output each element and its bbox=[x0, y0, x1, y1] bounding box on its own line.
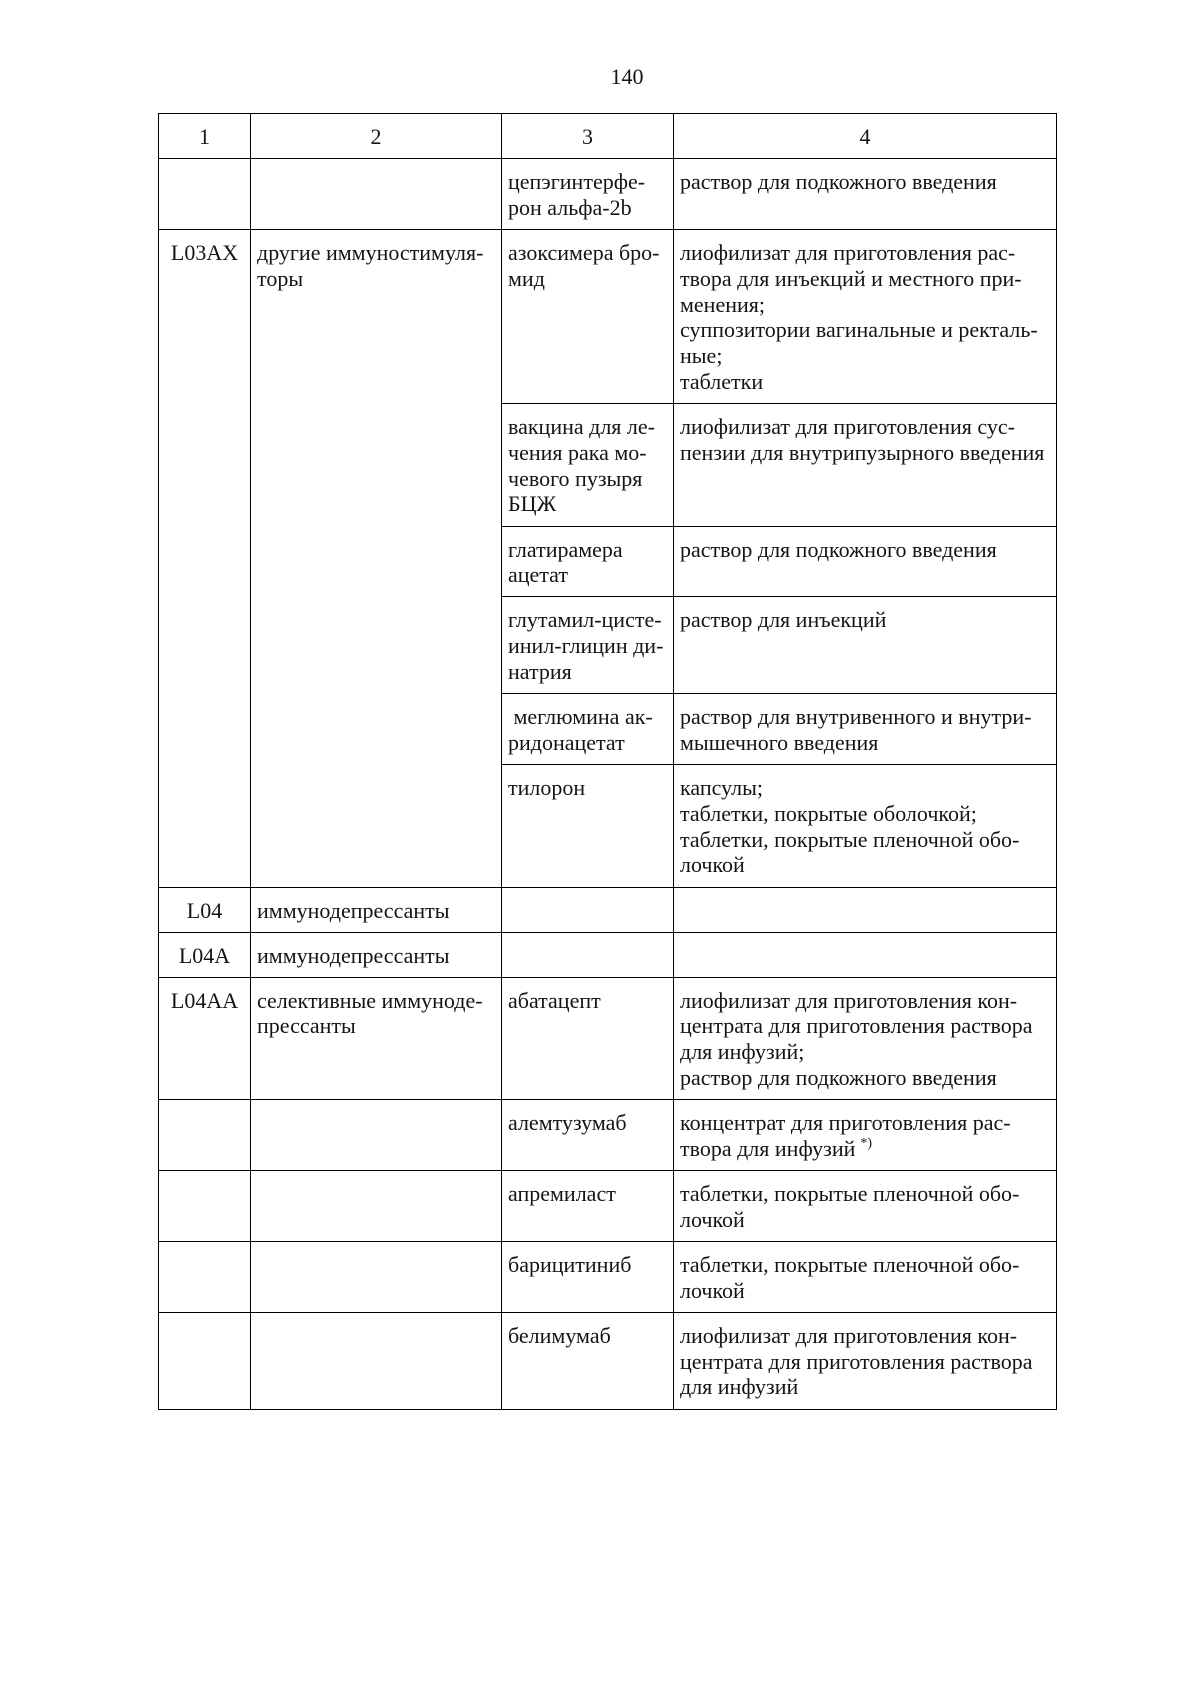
empty-cell bbox=[159, 1100, 251, 1171]
table-row bbox=[159, 887, 1057, 932]
empty-cell bbox=[674, 932, 1057, 977]
header-row bbox=[159, 114, 1057, 159]
table-row bbox=[159, 1171, 1057, 1242]
table-row bbox=[159, 159, 1057, 230]
group-name: иммунодепрессанты bbox=[251, 887, 502, 932]
drug-name: абатацепт bbox=[502, 977, 674, 1099]
table-row bbox=[159, 1312, 1057, 1409]
drug-name: глатирамера ацетат bbox=[502, 526, 674, 597]
empty-cell bbox=[251, 1241, 502, 1312]
drug-name: меглюмина ак- ридонацетат bbox=[502, 694, 674, 765]
drug-name: тилорон bbox=[502, 765, 674, 887]
group-name: иммунодепрессанты bbox=[251, 932, 502, 977]
drug-name: белимумаб bbox=[502, 1312, 674, 1409]
empty-cell bbox=[251, 159, 502, 230]
group-name: другие иммуностимуля- торы bbox=[251, 229, 502, 887]
dosage-forms: лиофилизат для приготовления кон- центрата для приготовления раствора для инфузий bbox=[674, 1312, 1057, 1409]
dosage-forms: лиофилизат для приготовления кон- центрата для приготовления раствора для инфузий; раствор для подкожного введения bbox=[674, 977, 1057, 1099]
atc-code: L04A bbox=[159, 932, 251, 977]
empty-cell bbox=[159, 1241, 251, 1312]
drug-name: цепэгинтерфе- рон альфа-2b bbox=[502, 159, 674, 230]
empty-cell bbox=[251, 1312, 502, 1409]
drug-name: алемтузумаб bbox=[502, 1100, 674, 1171]
drug-name: барицитиниб bbox=[502, 1241, 674, 1312]
header-col-1: 1 bbox=[159, 114, 251, 159]
footnote-mark: *) bbox=[860, 1135, 873, 1151]
atc-code: L03AX bbox=[159, 229, 251, 887]
drug-name: азоксимера бро- мид bbox=[502, 229, 674, 403]
group-name: селективные иммуноде- прессанты bbox=[251, 977, 502, 1099]
dosage-forms: таблетки, покрытые пленочной обо- лочкой bbox=[674, 1171, 1057, 1242]
table-row bbox=[159, 229, 1057, 403]
table-row bbox=[159, 977, 1057, 1099]
empty-cell bbox=[502, 932, 674, 977]
page-number: 140 bbox=[610, 64, 644, 89]
drug-name: глутамил-цисте- инил-глицин ди- натрия bbox=[502, 597, 674, 694]
header-col-3: 3 bbox=[502, 114, 674, 159]
dosage-forms-text: концентрат для приготовления рас- твора для инфузий bbox=[680, 1110, 1011, 1161]
empty-cell bbox=[159, 1312, 251, 1409]
table-row bbox=[159, 1100, 1057, 1171]
dosage-forms: раствор для инъекций bbox=[674, 597, 1057, 694]
empty-cell bbox=[251, 1100, 502, 1171]
dosage-forms bbox=[674, 1100, 1057, 1171]
dosage-forms: таблетки, покрытые пленочной обо- лочкой bbox=[674, 1241, 1057, 1312]
dosage-forms: лиофилизат для приготовления рас- твора для инъекций и местного при- менения; суппозитории вагинальные и ректаль- ные; таблетки bbox=[674, 229, 1057, 403]
dosage-forms: капсулы; таблетки, покрытые оболочкой; таблетки, покрытые пленочной обо- лочкой bbox=[674, 765, 1057, 887]
dosage-forms: лиофилизат для приготовления сус- пензии для внутрипузырного введения bbox=[674, 404, 1057, 526]
header-col-4: 4 bbox=[674, 114, 1057, 159]
drug-name: вакцина для ле- чения рака мо- чевого пузыря БЦЖ bbox=[502, 404, 674, 526]
empty-cell bbox=[502, 887, 674, 932]
empty-cell bbox=[159, 159, 251, 230]
header-col-2: 2 bbox=[251, 114, 502, 159]
empty-cell bbox=[251, 1171, 502, 1242]
drug-list-table bbox=[158, 113, 1057, 1410]
drug-name: апремиласт bbox=[502, 1171, 674, 1242]
dosage-forms: раствор для подкожного введения bbox=[674, 159, 1057, 230]
atc-code: L04AA bbox=[159, 977, 251, 1099]
dosage-forms: раствор для подкожного введения bbox=[674, 526, 1057, 597]
atc-code: L04 bbox=[159, 887, 251, 932]
dosage-forms: раствор для внутривенного и внутри- мышечного введения bbox=[674, 694, 1057, 765]
table-row bbox=[159, 932, 1057, 977]
table-row bbox=[159, 1241, 1057, 1312]
empty-cell bbox=[159, 1171, 251, 1242]
empty-cell bbox=[674, 887, 1057, 932]
